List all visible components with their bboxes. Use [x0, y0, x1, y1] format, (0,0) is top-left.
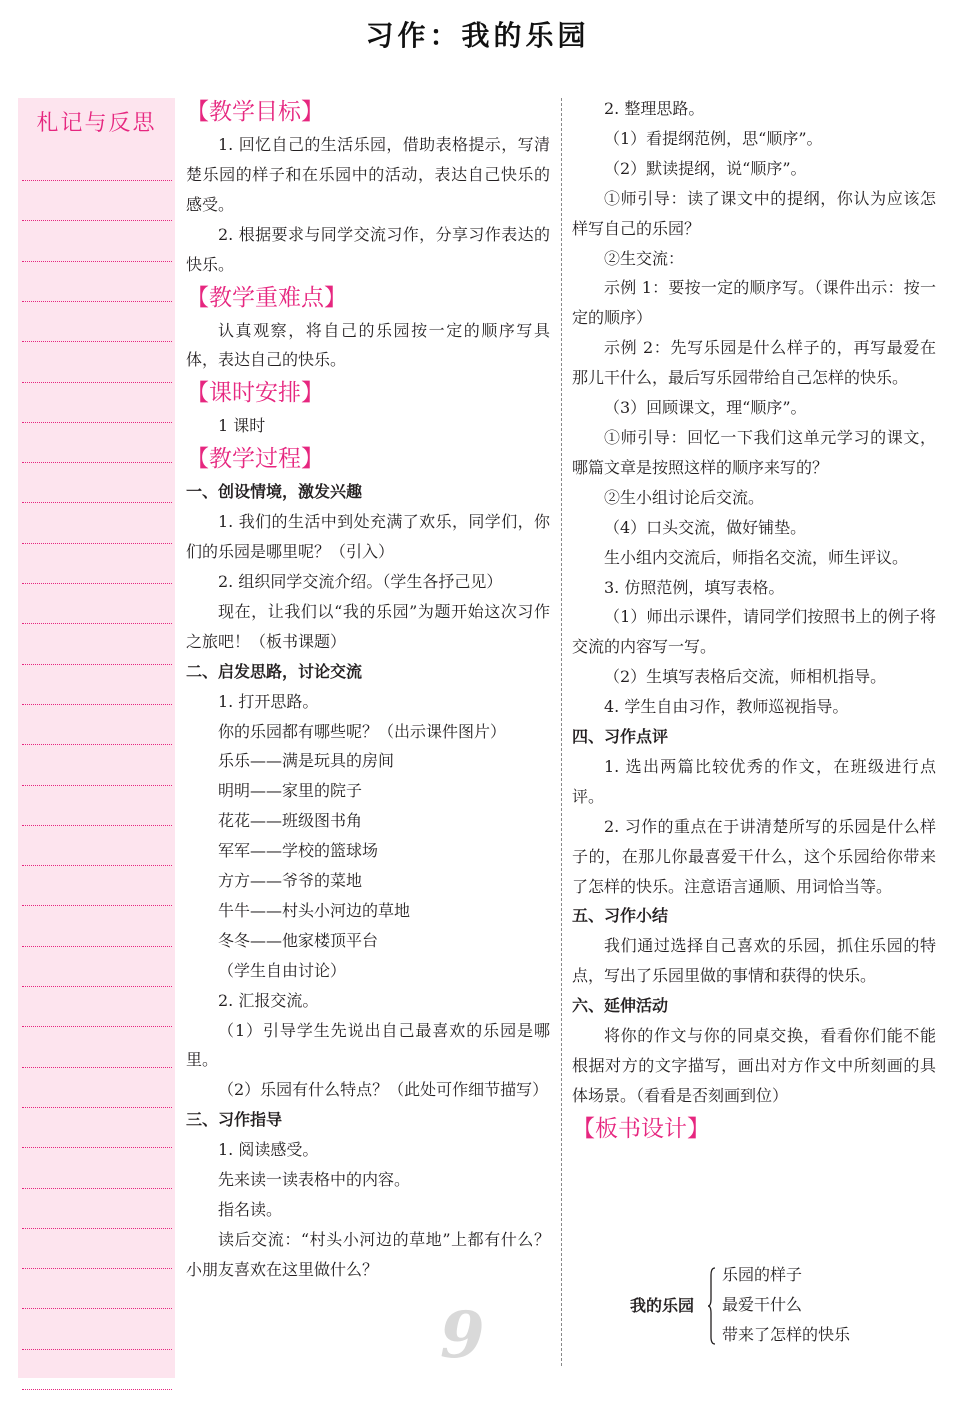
paragraph: 军军——学校的篮球场 — [218, 841, 379, 861]
paragraph: 2. 整理思路。 — [604, 99, 705, 118]
paragraph: 1. 回忆自己的生活乐园，借助表格提示，写清楚乐园的样子和在乐园中的活动，表达自己快乐的感受。 — [186, 135, 550, 214]
note-line — [22, 543, 172, 544]
right-column — [572, 94, 936, 1147]
paragraph: 花花——班级图书角 — [218, 811, 363, 831]
note-line — [22, 1349, 172, 1350]
note-line — [22, 785, 172, 786]
paragraph: 指名读。 — [218, 1200, 283, 1219]
paragraph: 1. 打开思路。 — [218, 691, 319, 711]
paragraph: （3）回顾课文，理“顺序”。 — [604, 398, 807, 418]
subsection-heading: 四、习作点评 — [572, 727, 669, 747]
paragraph: （1）师出示课件，请同学们按照书上的例子将交流的内容写一写。 — [572, 607, 936, 657]
paragraph: （4）口头交流，做好铺垫。 — [604, 517, 807, 537]
subsection-heading: 五、习作小结 — [572, 906, 669, 926]
board-item: 带来了怎样的快乐 — [722, 1325, 851, 1344]
paragraph: ①师引导：回忆一下我们这单元学习的课文，哪篇文章是按照这样的顺序来写的？ — [572, 427, 936, 477]
note-line — [22, 1107, 172, 1108]
board-item: 最爱干什么 — [722, 1295, 803, 1314]
note-line — [22, 1389, 172, 1390]
note-line — [22, 986, 172, 987]
section-heading: 【教学过程】 — [186, 446, 324, 473]
board-main-title: 我的乐园 — [630, 1296, 695, 1315]
note-line — [22, 825, 172, 826]
paragraph: 我们通过选择自己喜欢的乐园，抓住乐园的特点，写出了乐园里做的事情和获得的快乐。 — [572, 936, 936, 986]
paragraph: 2. 根据要求与同学交流习作，分享习作表达的快乐。 — [186, 224, 550, 274]
paragraph: 明明——家里的院子 — [218, 781, 363, 801]
note-line — [22, 382, 172, 383]
paragraph: 1. 我们的生活中到处充满了欢乐，同学们，你们的乐园是哪里呢？（引入） — [186, 512, 550, 562]
paragraph: ②生小组讨论后交流。 — [604, 487, 765, 507]
note-line — [22, 180, 172, 181]
paragraph: 1 课时 — [218, 416, 266, 436]
note-line — [22, 1308, 172, 1309]
note-line — [22, 744, 172, 745]
note-line — [22, 664, 172, 665]
sidebar-title: 札记与反思 — [36, 111, 157, 136]
note-line — [22, 623, 172, 624]
paragraph: 读后交流：“村头小河边的草地”上都有什么？小朋友喜欢在这里做什么？ — [186, 1229, 550, 1279]
paragraph: 示例 2：先写乐园是什么样子的，再写最爱在那儿干什么，最后写乐园带给自己怎样的快乐。 — [572, 338, 936, 388]
subsection-heading: 六、延伸活动 — [572, 996, 669, 1016]
paragraph: 4. 学生自由习作，教师巡视指导。 — [604, 697, 849, 717]
notes-sidebar — [18, 98, 175, 1378]
page-number: 9 — [440, 1298, 485, 1373]
left-column — [186, 94, 550, 1285]
board-item: 乐园的样子 — [722, 1265, 803, 1284]
note-line — [22, 422, 172, 423]
column-divider — [561, 98, 562, 1366]
note-line — [22, 946, 172, 947]
paragraph: 乐乐——满是玩具的房间 — [218, 751, 395, 771]
paragraph: 现在，让我们以“我的乐园”为题开始这次习作之旅吧！（板书课题） — [186, 601, 550, 651]
note-line — [22, 1147, 172, 1148]
section-heading: 【教学重难点】 — [186, 284, 347, 311]
note-line — [22, 462, 172, 463]
page-title: 习作：我的乐园 — [365, 19, 590, 52]
section-heading: 【课时安排】 — [186, 380, 324, 407]
note-line — [22, 1228, 172, 1229]
note-line — [22, 301, 172, 302]
paragraph: 1. 阅读感受。 — [218, 1140, 319, 1160]
section-heading: 【板书设计】 — [572, 1115, 710, 1142]
paragraph: 牛牛——村头小河边的草地 — [218, 900, 411, 920]
paragraph: 你的乐园都有哪些呢？（出示课件图片） — [218, 721, 507, 741]
brace-icon — [708, 1267, 716, 1345]
paragraph: （2）生填写表格后交流，师相机指导。 — [604, 667, 887, 687]
paragraph: 3. 仿照范例，填写表格。 — [604, 577, 785, 597]
subsection-heading: 二、启发思路，讨论交流 — [186, 661, 363, 681]
paragraph: 冬冬——他家楼顶平台 — [218, 930, 379, 950]
note-line — [22, 704, 172, 705]
paragraph: （1）引导学生先说出自己最喜欢的乐园是哪里。 — [186, 1020, 550, 1070]
note-line — [22, 865, 172, 866]
paragraph: （2）乐园有什么特点？（此处可作细节描写） — [218, 1080, 549, 1100]
note-line — [22, 1067, 172, 1068]
note-line — [22, 1188, 172, 1189]
note-line — [22, 341, 172, 342]
paragraph: 先来读一读表格中的内容。 — [218, 1170, 411, 1190]
paragraph: 示例 1：要按一定的顺序写。（课件出示：按一定的顺序） — [572, 278, 936, 328]
note-line — [22, 220, 172, 221]
section-heading: 【教学目标】 — [186, 99, 324, 125]
paragraph: 方方——爷爷的菜地 — [218, 871, 363, 891]
paragraph: ②生交流： — [604, 248, 685, 268]
note-line — [22, 583, 172, 584]
paragraph: 生小组内交流后，师指名交流，师生评议。 — [604, 547, 909, 567]
note-line — [22, 502, 172, 503]
paragraph: 2. 汇报交流。 — [218, 990, 319, 1010]
subsection-heading: 一、创设情境，激发兴趣 — [186, 482, 363, 502]
paragraph: 将你的作文与你的同桌交换，看看你们能不能根据对方的文字描写，画出对方作文中所刻画的具体场景。（看看是否刻画到位） — [572, 1026, 936, 1105]
subsection-heading: 三、习作指导 — [186, 1110, 283, 1130]
paragraph: （2）默读提纲，说“顺序”。 — [604, 158, 807, 178]
paragraph: 2. 组织同学交流介绍。（学生各抒己见） — [218, 571, 503, 591]
paragraph: ①师引导：读了课文中的提纲，你认为应该怎样写自己的乐园？ — [572, 188, 936, 238]
note-line — [22, 1268, 172, 1269]
note-line — [22, 261, 172, 262]
note-line — [22, 905, 172, 906]
paragraph: 认真观察，将自己的乐园按一定的顺序写具体，表达自己的快乐。 — [186, 320, 550, 370]
paragraph: 2. 习作的重点在于讲清楚所写的乐园是什么样子的，在那儿你最喜爱干什么，这个乐园给你带来了怎样的快乐。注意语言通顺、用词恰当等。 — [572, 816, 936, 896]
paragraph: （学生自由讨论） — [218, 960, 347, 980]
paragraph: 1. 选出两篇比较优秀的作文，在班级进行点评。 — [572, 756, 936, 806]
paragraph: （1）看提纲范例，思“顺序”。 — [604, 128, 823, 148]
note-line — [22, 1026, 172, 1027]
